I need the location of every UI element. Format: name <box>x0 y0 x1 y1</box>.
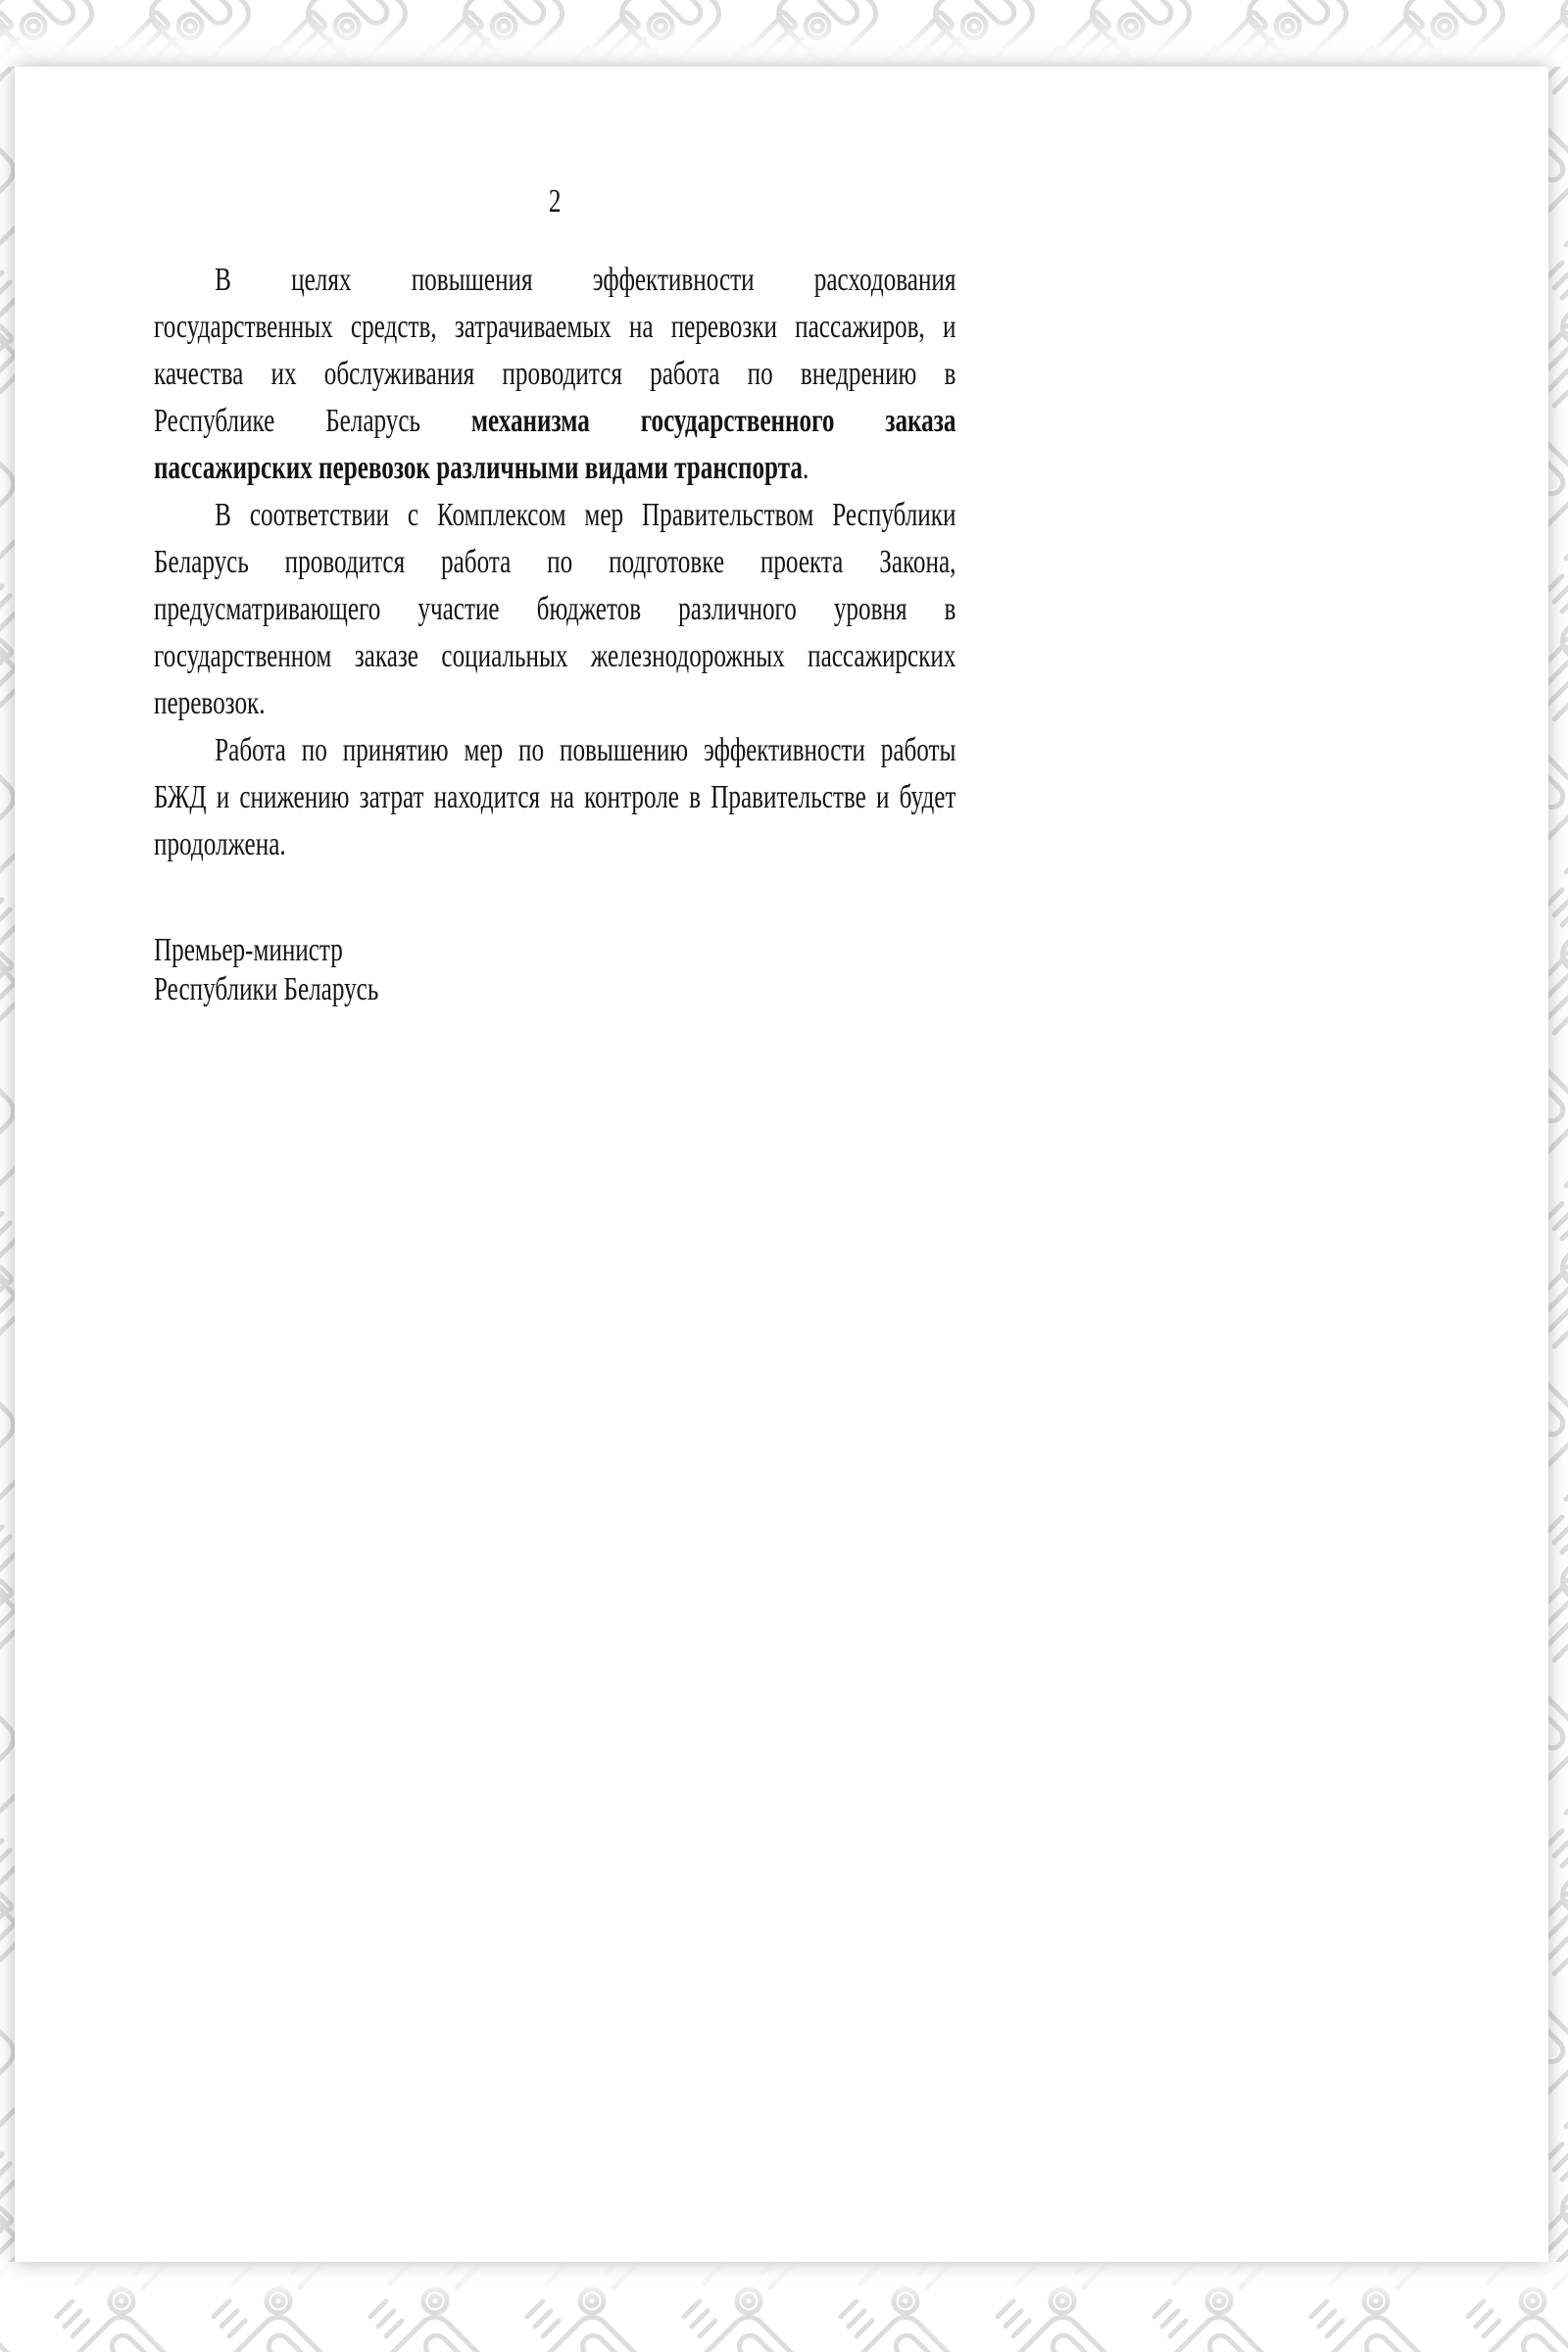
text-line <box>154 351 956 398</box>
document-body <box>154 257 1238 868</box>
text-segment: качества их обслуживания проводится работа по внедрению в <box>154 356 956 392</box>
text-line <box>154 821 956 868</box>
text-segment: продолжена. <box>154 826 286 862</box>
pattern-fade-bottom <box>0 2262 1568 2305</box>
text-segment: предусматривающего участие бюджетов различного уровня в <box>154 591 956 627</box>
text-line <box>154 492 956 539</box>
text-segment: В соответствии с Комплексом мер Правительством Республики <box>215 497 956 533</box>
text-line <box>154 727 956 774</box>
text-segment: В целях повышения эффективности расходования <box>215 262 956 298</box>
text-line <box>154 586 956 633</box>
text-segment: Работа по принятию мер по повышению эффективности работы <box>215 732 956 768</box>
text-segment: Беларусь проводится работа по подготовке проекта Закона, <box>154 544 956 580</box>
text-line <box>154 680 956 727</box>
text-line <box>154 304 956 351</box>
text-line <box>154 774 956 821</box>
page-content <box>154 67 1238 1009</box>
signature-role: Премьер-министр <box>154 932 343 968</box>
text-line <box>154 398 956 445</box>
text-segment: . <box>802 450 809 486</box>
text-segment: БЖД и снижению затрат находится на контроле в Правительстве и будет <box>154 779 956 815</box>
text-line <box>154 445 956 492</box>
text-segment: Республике Беларусь <box>154 403 471 439</box>
text-segment: государственном заказе социальных железнодорожных пассажирских <box>154 638 956 674</box>
text-segment: перевозок. <box>154 685 266 721</box>
text-segment: пассажирских перевозок различными видами транспорта <box>154 450 803 486</box>
text-line <box>154 257 956 304</box>
text-segment: государственных средств, затрачиваемых на перевозки пассажиров, и <box>154 309 956 345</box>
paragraph <box>154 492 1238 727</box>
paragraph <box>154 257 1238 492</box>
text-segment: механизма государственного заказа <box>470 403 956 439</box>
paragraph <box>154 727 1238 868</box>
pattern-fade-top <box>0 18 1568 67</box>
signature-org: Республики Беларусь <box>154 971 379 1007</box>
signature-block <box>154 931 956 1009</box>
page-number: 2 <box>548 183 562 220</box>
text-line <box>154 539 956 586</box>
text-line <box>154 633 956 680</box>
document-page <box>15 67 1548 2262</box>
